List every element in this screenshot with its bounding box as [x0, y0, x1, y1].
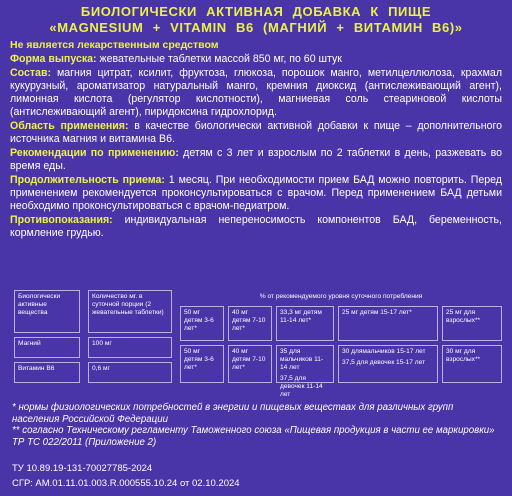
registration-codes: [12, 462, 240, 491]
contraindications-label: Противопоказания:: [10, 214, 113, 226]
b6-col-3-girls: 37,5 для девочек 11-14 лет: [280, 375, 323, 398]
application-area-text: в качестве биологически активной добавки к пище – дополнительного источника магния и витамина B6.: [10, 120, 502, 145]
composition-section: [10, 67, 502, 119]
age-col-2: 40 мг детям 7-10 лет*: [228, 306, 272, 341]
title-line-2: «MAGNESIUM + VITAMIN B6 (МАГНИЙ + ВИТАМИН B6)»: [49, 20, 463, 35]
b6-qty: 0,6 мг: [88, 362, 172, 383]
contraindications-text: индивидуальная непереносимость компонентов БАД, беременность, кормление грудью.: [10, 214, 502, 239]
footnotes: [12, 402, 502, 448]
header-percent: % от рекомендуемого уровня суточного потребления: [259, 293, 423, 300]
b6-col-3-boys: 35 для мальчиков 11-14 лет: [280, 348, 324, 371]
application-area-label: Область применения:: [10, 120, 129, 132]
age-col-4: 25 мг детям 15-17 лет*: [338, 306, 438, 341]
duration-section: [10, 174, 502, 213]
footnote-2: ** согласно Техническому регламенту Таможенного союза «Пищевая продукция в части ее маркировки» ТР ТС 022/2011 (Приложение 2): [12, 425, 495, 448]
magnesium-qty: 100 мг: [88, 337, 172, 358]
product-title: [10, 4, 502, 36]
composition-label: Состав:: [10, 67, 51, 79]
tu-code: ТУ 10.89.19-131-70027785-2024: [12, 463, 153, 474]
magnesium-name: Магний: [14, 337, 80, 358]
age-col-5: 25 мг для взрослых**: [442, 306, 502, 341]
sgr-code: СГР: AM.01.11.01.003.R.000555.10.24 от 02.10.2024: [12, 477, 240, 489]
duration-text: 1 месяц. При необходимости прием БАД можно повторить. Перед применением рекомендуется проконсультироваться с врачом. Перед применением БАД детьми необходимо проконсультироваться с врачом-педиатром.: [10, 174, 502, 212]
b6-col-5: 30 мг для взрослых**: [442, 345, 502, 383]
recommendations-section: [10, 147, 502, 173]
b6-col-2: 40 мг детям 7-10 лет*: [228, 345, 272, 383]
age-col-1: 50 мг детям 3-6 лет*: [180, 306, 224, 341]
duration-label: Продолжительность приема:: [10, 174, 165, 186]
recommendations-label: Рекомендации по применению:: [10, 147, 179, 159]
header-quantity: Количество мг. в суточной порции (2 жевательные таблетки): [88, 290, 172, 333]
b6-col-3: [276, 345, 334, 398]
composition-text: магния цитрат, ксилит, фруктоза, глюкоза, порошок манго, метилцеллюлоза, крахмал кукурузный, ароматизатор натуральный манго, кремния диоксид (антислеживающий агент), лимонная кислота (регулятор кислотности), магниевая соль стеариновой кислоты (антислеживающий агент), пиридоксина гидрохлорид.: [10, 67, 502, 118]
b6-name: Витамин B6: [14, 362, 80, 383]
b6-col-1: 50 мг детям 3-6 лет*: [180, 345, 224, 383]
b6-col-4-girls: 37,5 для девочек 15-17 лет: [342, 359, 426, 366]
age-col-3: 33,3 мг детям 11-14 лет*: [276, 306, 334, 341]
header-substance: Биологически активные вещества: [14, 290, 80, 333]
footnote-1: * нормы физиологических потребностей в энергии и пищевых веществах для различных групп населения Российской Федерации: [12, 402, 454, 425]
nutrient-table: [14, 290, 502, 398]
not-medicine-notice: Не является лекарственным средством: [10, 39, 219, 51]
b6-col-4: [338, 345, 438, 383]
form-label: Форма выпуска:: [10, 53, 97, 65]
recommendations-text: детям с 3 лет и взрослым по 2 таблетки в день, разжевать во время еды.: [10, 147, 502, 172]
form-text: жевательные таблетки массой 850 мг, по 60 штук: [96, 53, 342, 65]
contraindications-section: [10, 214, 502, 240]
title-line-1: БИОЛОГИЧЕСКИ АКТИВНАЯ ДОБАВКА К ПИЩЕ: [80, 4, 432, 19]
application-area-section: [10, 120, 502, 146]
b6-col-4-boys: 30 длямальчиков 15-17 лет: [342, 348, 426, 355]
form-section: [10, 53, 502, 66]
